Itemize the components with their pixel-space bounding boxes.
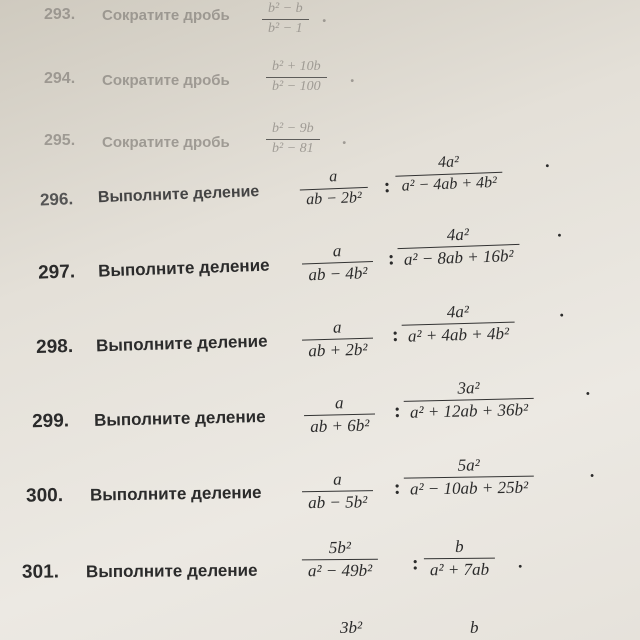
- period: .: [559, 300, 565, 321]
- fraction-left: a ab + 2b²: [301, 318, 373, 361]
- problem-number: 298.: [35, 335, 74, 358]
- problem-text: Выполните деление: [97, 255, 270, 281]
- problem-number: 296.: [39, 189, 74, 210]
- partial-numerator-left: 3b²: [340, 618, 363, 637]
- problem-293: [0, 0, 640, 40]
- problem-number: 293.: [44, 6, 76, 23]
- period: .: [544, 150, 550, 172]
- division-sign: :: [387, 247, 395, 270]
- problem-299: [0, 369, 640, 452]
- problem-text: Выполните деление: [89, 482, 262, 505]
- problem-text: Выполните деление: [95, 331, 268, 356]
- problem-text: Выполните деление: [97, 183, 260, 207]
- fraction-left: a ab − 5b²: [302, 470, 374, 512]
- problem-number: 295.: [44, 132, 76, 149]
- partial-numerator-right: b: [470, 618, 479, 637]
- problem-number: 301.: [21, 561, 60, 583]
- problem-301: [0, 530, 640, 606]
- division-sign: :: [393, 476, 401, 499]
- problem-294: [0, 56, 640, 106]
- fraction-right: 5a² a² − 10ab + 25b²: [403, 456, 534, 499]
- division-sign: :: [391, 323, 399, 347]
- problem-number: 299.: [31, 410, 70, 433]
- fraction: b² + 10b b² − 100: [266, 60, 327, 95]
- problem-text: Сократите дробь: [102, 7, 230, 24]
- fraction: b² − b b² − 1: [262, 2, 309, 37]
- fraction-right: 4a² a² + 4ab + 4b²: [401, 302, 515, 346]
- period: .: [589, 460, 595, 481]
- problem-text: Выполните деление: [85, 560, 258, 582]
- fraction-right: b a² + 7ab: [424, 538, 495, 580]
- division-sign: :: [393, 399, 401, 423]
- problem-text: Сократите дробь: [102, 72, 230, 89]
- division-sign: :: [383, 175, 391, 198]
- problem-number: 297.: [37, 261, 76, 284]
- fraction: b² − 9b b² − 81: [266, 122, 320, 157]
- period: .: [342, 128, 347, 148]
- problem-text: Сократите дробь: [102, 134, 230, 151]
- period: .: [556, 220, 562, 241]
- fraction-right: 4a² a² − 4ab + 4b²: [395, 153, 504, 196]
- period: .: [350, 66, 355, 86]
- problem-number: 294.: [44, 70, 76, 87]
- fraction-left: a ab + 6b²: [304, 393, 376, 436]
- fraction-right: 3a² a² + 12ab + 36b²: [403, 378, 534, 422]
- period: .: [322, 6, 327, 26]
- period: .: [585, 378, 591, 399]
- fraction-right: 4a² a² − 8ab + 16b²: [397, 224, 520, 269]
- problem-302-partial: [0, 614, 640, 640]
- problem-300: [0, 448, 640, 528]
- problem-298: [0, 292, 640, 376]
- fraction-left: a ab − 2b²: [299, 168, 368, 209]
- division-sign: :: [411, 552, 419, 575]
- period: .: [517, 551, 523, 572]
- problem-number: 300.: [25, 485, 64, 507]
- problem-text: Выполните деление: [93, 406, 266, 430]
- fraction-left: a ab − 4b²: [301, 241, 373, 284]
- fraction-left: 5b² a² − 49b²: [302, 539, 379, 581]
